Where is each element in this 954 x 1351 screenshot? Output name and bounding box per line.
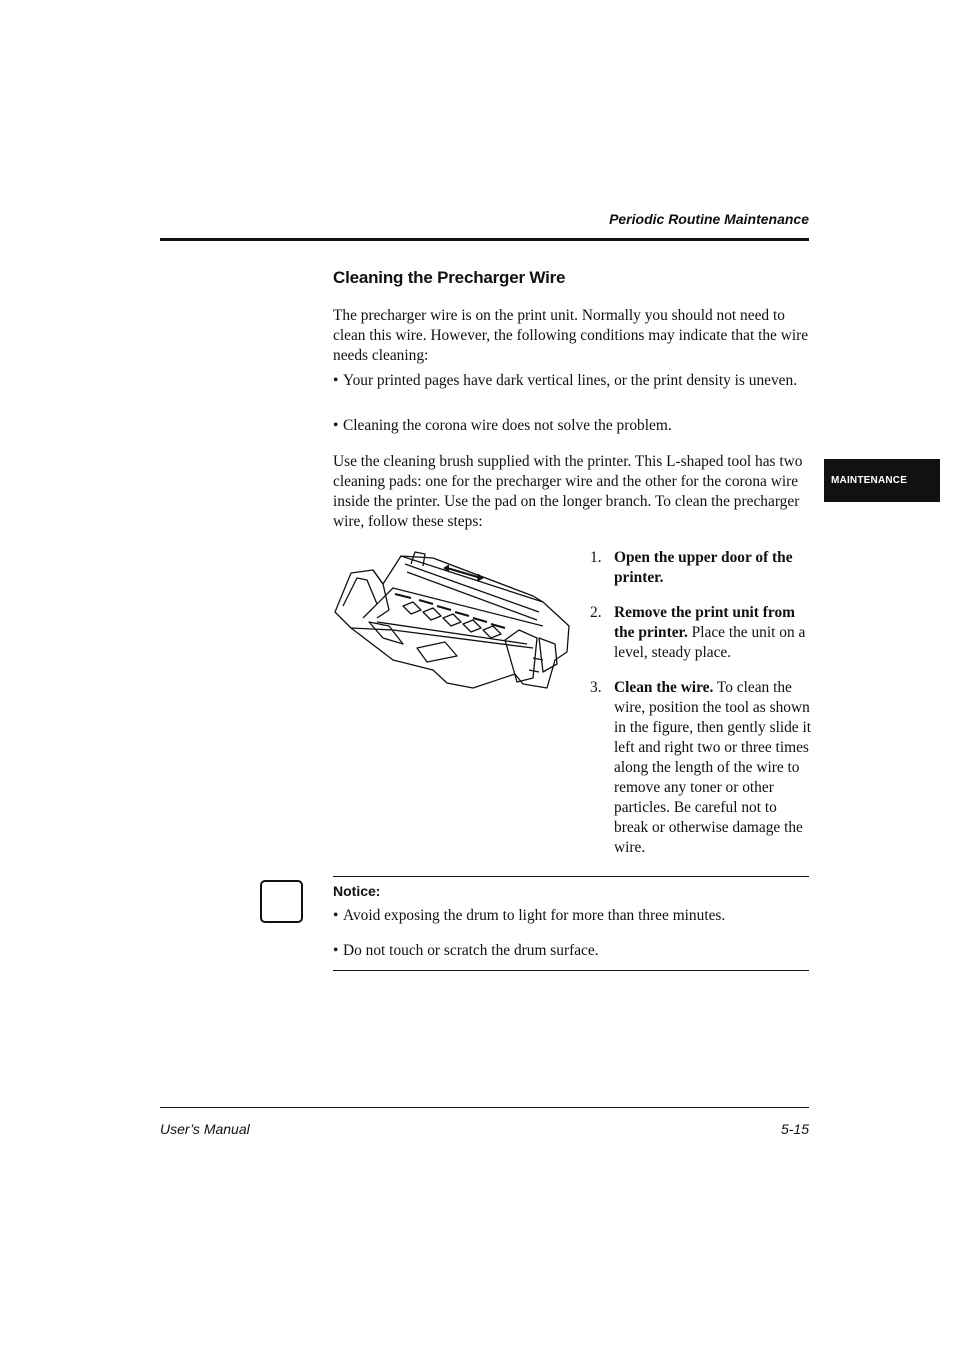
step-detail: To clean the wire, position the tool as shown in the figure, then gently slide it left and right two or three times along the length of the wire to remove any toner or other particles. Be careful not to break or otherwise damage the wire.	[614, 679, 812, 856]
intro-paragraph: The precharger wire is on the print unit. Normally you should not need to clean this wire. However, the following conditions may indicate that the wire needs cleaning:	[333, 307, 809, 364]
notice-icon	[260, 880, 303, 923]
condition-bullet	[333, 416, 809, 436]
bullet-text: Cleaning the corona wire does not solve the problem.	[343, 417, 672, 434]
section-heading: Cleaning the Precharger Wire	[333, 268, 566, 287]
notice-bottom-rule	[333, 970, 809, 971]
bullet-glyph: •	[333, 372, 339, 389]
step-number: 2.	[590, 604, 602, 621]
notice-bullet-text: Do not touch or scratch the drum surface.	[343, 942, 599, 959]
step-number: 1.	[590, 549, 602, 566]
step-action: Remove the print unit from the printer.	[614, 604, 795, 641]
step-action: Open the upper door of the printer.	[614, 549, 793, 586]
step-action: Clean the wire.	[614, 679, 714, 696]
notice-bullet-text: Avoid exposing the drum to light for more than three minutes.	[343, 907, 726, 924]
footer-manual-title: User’s Manual	[160, 1121, 250, 1137]
bullet-glyph: •	[333, 907, 339, 924]
step-number: 3.	[590, 679, 602, 696]
running-header-title: Periodic Routine Maintenance	[609, 211, 809, 227]
bullet-glyph: •	[333, 942, 339, 959]
notice-bullet	[333, 906, 809, 926]
notice-label: Notice:	[333, 883, 381, 899]
procedure-step	[590, 548, 812, 588]
chapter-tab-label: MAINTENANCE	[831, 475, 908, 486]
procedure-step	[590, 603, 812, 663]
bullet-text: Your printed pages have dark vertical lines, or the print density is uneven.	[343, 372, 798, 389]
procedure-step	[590, 678, 812, 858]
notice-bullet	[333, 941, 809, 961]
notice-top-rule	[333, 876, 809, 877]
bullet-glyph: •	[333, 417, 339, 434]
header-rule	[160, 238, 809, 241]
instructions-paragraph: Use the cleaning brush supplied with the printer. This L-shaped tool has two cleaning pads: one for the precharger wire and the other for the corona wire inside the printer. Use the pad on the longer branch. To clean the precharger wire, follow these steps:	[333, 453, 803, 530]
chapter-tab	[824, 459, 940, 502]
condition-bullet	[333, 371, 809, 391]
procedure-steps	[590, 548, 812, 873]
page-number: 5-15	[780, 1121, 809, 1137]
print-unit-illustration	[333, 548, 573, 693]
footer-rule	[160, 1107, 809, 1108]
step-detail: Place the unit on a level, steady place.	[614, 624, 806, 661]
